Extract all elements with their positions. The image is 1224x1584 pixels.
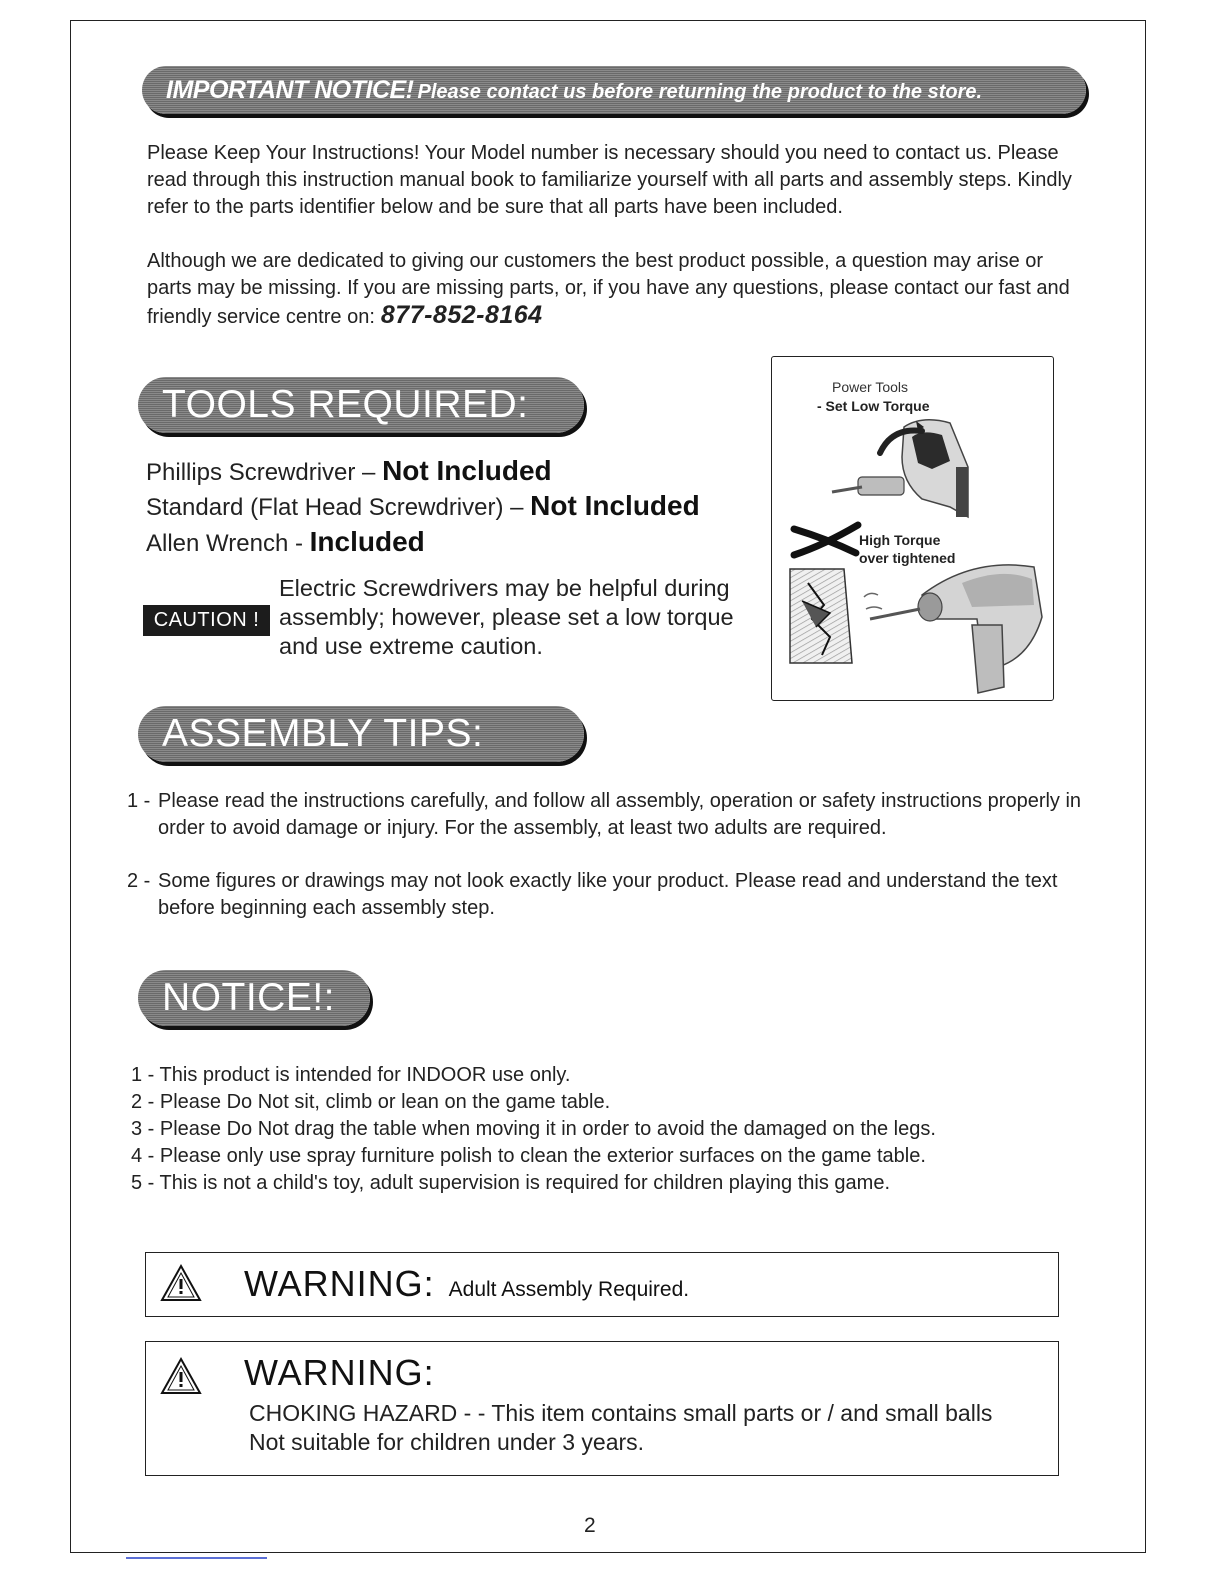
assembly-tip-item — [127, 788, 1097, 839]
warning-adult-assembly — [145, 1252, 1059, 1317]
tool-item-status: Not Included — [530, 490, 700, 521]
important-notice-banner — [142, 66, 1086, 114]
tool-item-phillips — [146, 455, 552, 487]
assembly-tips-heading-text: ASSEMBLY TIPS: — [162, 712, 484, 755]
low-torque-drill-icon — [832, 420, 968, 517]
notice-heading-text: NOTICE!: — [162, 976, 336, 1019]
tools-required-heading — [138, 377, 584, 433]
assembly-tip-number: 2 - — [127, 870, 151, 892]
assembly-tips-heading — [138, 706, 584, 762]
power-tools-illustration — [771, 356, 1054, 701]
warning-text: Adult Assembly Required. — [448, 1278, 690, 1301]
warning-label-text: WARNING: — [244, 1352, 435, 1393]
tool-item-name: Standard (Flat Head Screwdriver) – — [146, 494, 531, 521]
caution-badge: CAUTION ! — [143, 605, 270, 636]
choking-hazard-line-2: Not suitable for children under 3 years. — [249, 1429, 645, 1455]
assembly-tip-text: Some figures or drawings may not look exactly like your product. Please read and understand the text before beginning each assembly step. — [158, 870, 1058, 919]
notice-banner-subtitle: Please contact us before returning the product to the store. — [417, 81, 983, 103]
tool-item-name: Allen Wrench - — [146, 530, 310, 557]
high-torque-drill-icon — [864, 565, 1042, 693]
warning-triangle-icon — [160, 1356, 202, 1396]
warning-triangle-icon — [160, 1263, 202, 1303]
notice-item: 2 - Please Do Not sit, climb or lean on the game table. — [131, 1091, 611, 1113]
page-number: 2 — [584, 1514, 596, 1537]
tool-item-flat-head — [146, 490, 700, 522]
tools-required-heading-text: TOOLS REQUIRED: — [162, 383, 529, 426]
over-tightened-text: over tightened — [859, 550, 956, 566]
tool-item-status: Included — [309, 526, 425, 557]
notice-item: 5 - This is not a child's toy, adult supervision is required for children playing this game. — [131, 1172, 891, 1194]
intro-paragraph-2 — [147, 248, 1087, 331]
intro-paragraph-1: Please Keep Your Instructions! Your Model number is necessary should you need to contact us. Please read through this instruction manual book to familiarize yourself with all parts and assembly steps. Kindly refer to the parts identifier below and be sure that all parts have been included. — [147, 142, 1072, 218]
service-phone-number: 877-852-8164 — [380, 301, 543, 329]
power-tools-label: Power Tools — [832, 379, 909, 395]
decorative-blue-line — [126, 1557, 267, 1559]
set-low-torque-label: - Set Low Torque — [817, 398, 930, 414]
notice-item: 4 - Please only use spray furniture polish to clean the exterior surfaces on the game table. — [131, 1145, 926, 1167]
warning-label — [244, 1263, 689, 1305]
high-torque-label — [859, 531, 955, 567]
tool-item-allen-wrench — [146, 526, 425, 558]
warning-label-text: WARNING: — [244, 1263, 435, 1304]
assembly-tip-number: 1 - — [127, 790, 151, 812]
tool-item-status: Not Included — [382, 455, 552, 486]
assembly-tip-text: Please read the instructions carefully, and follow all assembly, operation or safety instructions properly in order to avoid damage or injury. For the assembly, at least two adults are required. — [158, 790, 1082, 839]
notice-list — [131, 1062, 936, 1197]
notice-item: 1 - This product is intended for INDOOR use only. — [131, 1064, 571, 1086]
notice-item: 3 - Please Do Not drag the table when moving it in order to avoid the damaged on the legs. — [131, 1118, 936, 1140]
tool-item-name: Phillips Screwdriver – — [146, 459, 383, 486]
cracked-wood-icon — [790, 569, 852, 663]
x-mark-icon — [794, 525, 858, 555]
caution-text: Electric Screwdrivers may be helpful during assembly; however, please set a low torque and use extreme caution. — [279, 575, 734, 659]
notice-banner-title: IMPORTANT NOTICE! — [166, 76, 414, 104]
notice-heading — [138, 970, 370, 1026]
high-torque-text: High Torque — [859, 532, 941, 548]
intro-paragraph-2-text: Although we are dedicated to giving our customers the best product possible, a question may arise or parts may be missing. If you are missing parts, or, if you have any questions, please contact our fast and friendly service centre on: — [147, 250, 1070, 328]
assembly-tip-item — [127, 868, 1097, 919]
choking-hazard-line-1: CHOKING HAZARD - - This item contains small parts or / and small balls — [249, 1400, 993, 1426]
warning-choking-hazard — [145, 1341, 1059, 1476]
